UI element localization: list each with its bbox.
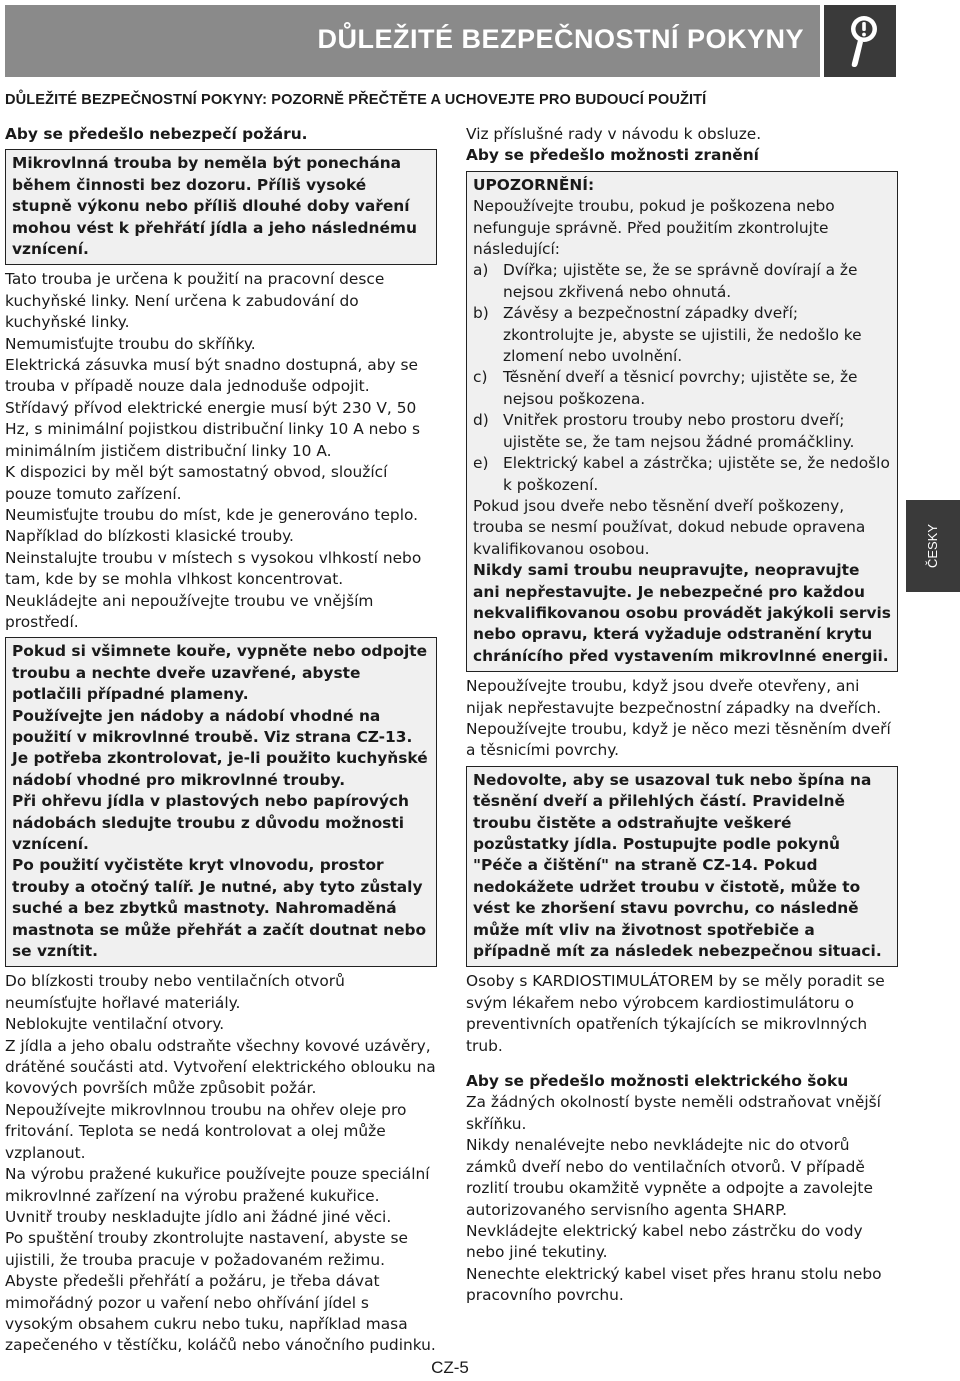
paragraph: Za žádných okolností byste neměli odstraňovat vnější skříňku. <box>466 1093 881 1133</box>
box-paragraph: Používejte jen nádoby a nádobí vhodné na použití v mikrovlnné troubě. Viz strana CZ-13. Je potřeba zkontrolovat, je-li použito kuchyňské nádobí vhodné pro mikrovlnné trouby. <box>12 706 428 789</box>
warning-bold-text: Nikdy sami troubu neupravujte, neopravujte ani nepřestavujte. Je nebezpečné pro každou nekvalifikovanou osobu provádět jakýkoli servis nebo opravu, která vyžaduje odstranění krytu chránícího před vystavením mikrovlnné energii. <box>473 561 891 665</box>
list-text: Elektrický kabel a zástrčka; ujistěte se, že nedošlo k poškození. <box>503 454 890 494</box>
box-paragraph: Po použití vyčistěte kryt vlnovodu, prostor trouby a otočný talíř. Je nutné, aby tyto zůstaly suché a bez zbytků mastnoty. Nahromaděná mastnota se může přehřát a začít doutnat nebo se vznítit. <box>12 856 427 961</box>
paragraph: Po spuštění trouby zkontrolujte nastavení, abyste se ujistili, že trouba pracuje v požadovaném režimu. <box>5 1229 409 1269</box>
paragraph: K dispozici by měl být samostatný obvod, sloužící pouze tomuto zařízení. <box>5 463 388 503</box>
language-tab <box>906 500 960 592</box>
list-item <box>473 453 891 496</box>
paragraph: Na výrobu pražené kukuřice používejte pouze speciální mikrovlnné zařízení na výrobu pražené kukuřice. <box>5 1165 430 1205</box>
language-tab-label: ČESKY <box>925 523 940 569</box>
grease-warning-text: Nedovolte, aby se usazoval tuk nebo špína na těsnění dveří a přilehlých částí. Pravidelně troubu čistěte a odstraňujte veškeré pozůstatky jídla. Postupujte podle pokynů "Péče a čištění" na straně CZ-14. Pokud nedokážete udržet troubu v čistotě, může to vést ke zhoršení stavu povrchu, co následně může mít vliv na životnost spotřebiče a případně mít za následek nebezpečnou situaci. <box>473 770 882 961</box>
warning-box <box>466 171 898 672</box>
paragraph: Nepoužívejte mikrovlnnou troubu na ohřev oleje pro fritování. Teplota se nedá kontrolovat a olej může vzplanout. <box>5 1100 407 1162</box>
page-number: CZ-5 <box>431 1358 469 1377</box>
paragraph: Neinstalujte troubu v místech s vysokou vlhkostí nebo tam, kde by se mohla vlhkost koncentrovat. <box>5 548 422 589</box>
paragraph: Neukládejte ani nepoužívejte troubu ve vnějším prostředí. <box>5 591 374 631</box>
list-item <box>473 367 891 410</box>
smoke-warning-box <box>5 637 437 967</box>
list-item <box>473 260 891 303</box>
paragraph: Do blízkosti trouby nebo ventilačních otvorů neumísťujte hořlavé materiály. <box>5 972 345 1012</box>
header-banner <box>5 5 820 77</box>
exclamation-magnifier-icon <box>824 5 896 77</box>
warning-title: UPOZORNĚNÍ: <box>473 175 595 194</box>
list-text: Těsnění dveří a těsnicí povrchy; ujistěte se, že nejsou poškozena. <box>503 368 858 408</box>
list-label: a) <box>473 261 489 280</box>
paragraph: Tato trouba je určena k použití na pracovní desce kuchyňské linky. Není určena k zabudování do kuchyňské linky. <box>5 270 385 332</box>
list-label: d) <box>473 411 489 430</box>
box-paragraph: Pokud si všimnete kouře, vypněte nebo odpojte troubu a nechte dveře uzavřené, abyste potlačili případné plameny. <box>12 642 428 704</box>
list-label: b) <box>473 304 489 323</box>
right-column <box>466 124 898 1307</box>
list-text: Závěsy a bezpečnostní západky dveří; zkontrolujte je, abyste se ujistili, že nedošlo ke zlomení nebo uvolnění. <box>503 304 862 366</box>
grease-warning-box <box>466 766 898 968</box>
list-label: e) <box>473 454 489 473</box>
list-item <box>473 410 891 453</box>
shock-heading: Aby se předešlo možnosti elektrického šoku <box>466 1072 849 1091</box>
warning-text: Nepoužívejte troubu, pokud je poškozena nebo nefunguje správně. Před použitím zkontrolujte následující: <box>473 197 835 259</box>
paragraph: Nenechte elektrický kabel viset přes hranu stolu nebo pracovního povrchu. <box>466 1264 882 1305</box>
fire-warning-text: Mikrovlnná trouba by neměla být ponechána během činnosti bez dozoru. Příliš vysoké stupně výkonu nebo příliš dlouhé doby vaření mohou vést k přehřátí jídla a jeho následnému vznícení. <box>12 154 417 259</box>
paragraph: Nikdy nenalévejte nebo nevkládejte nic do otvorů zámků dveří nebo do ventilačních otvorů. V případě rozlití troubu okamžitě vypněte a odpojte a zavolejte autorizovaného servisního agenta SHARP. <box>466 1136 873 1219</box>
paragraph: Neblokujte ventilační otvory. <box>5 1015 225 1034</box>
paragraph: Elektrická zásuvka musí být snadno dostupná, aby se trouba v případě nouze dala jednoduše odpojit. <box>5 356 418 396</box>
paragraph: Nepoužívejte troubu, když jsou dveře otevřeny, ani nijak nepřestavujte bezpečnostní západky na dveřích. Nepoužívejte troubu, když je něco mezi těsněním dveří a těsnicími povrchy. <box>466 677 891 760</box>
box-paragraph: Při ohřevu jídla v plastových nebo papírových nádobách sledujte troubu z důvodu možnosti vznícení. <box>12 792 410 853</box>
fire-heading: Aby se předešlo nebezpečí požáru. <box>5 125 308 143</box>
page-title: DŮLEŽITÉ BEZPEČNOSTNÍ POKYNY <box>317 24 804 54</box>
safety-subtitle: DŮLEŽITÉ BEZPEČNOSTNÍ POKYNY: POZORNĚ PŘEČTĚTE A UCHOVEJTE PRO BUDOUCÍ POUŽITÍ <box>5 92 707 108</box>
paragraph: Abyste předešli přehřátí a požáru, je třeba dávat mimořádný pozor u vaření nebo ohřívání jídel s vysokým obsahem cukru nebo tuku, například masa zapečeného v těstíčku, koláčů nebo vánočního pudinku. <box>5 1272 436 1355</box>
fire-warning-box <box>5 149 437 265</box>
list-item <box>473 303 891 367</box>
warning-after-text: Pokud jsou dveře nebo těsnění dveří poškozeny, trouba se nesmí používat, dokud nebude opravena kvalifikovanou osobou. <box>473 496 866 558</box>
paragraph: Střídavý přívod elektrické energie musí být 230 V, 50 Hz, s minimální pojistkou distribuční linky 10 A nebo s minimálním jističem distribuční linky 10 A. <box>5 398 420 460</box>
list-text: Vnitřek prostoru trouby nebo prostoru dveří; ujistěte se, že tam nejsou žádné promáčkliny. <box>503 411 855 451</box>
paragraph: Nevkládejte elektrický kabel nebo zástrčku do vody nebo jiné tekutiny. <box>466 1221 863 1262</box>
paragraph: Nemumisťujte troubu do skříňky. <box>5 334 256 353</box>
paragraph: Uvnitř trouby neskladujte jídlo ani žádné jiné věci. <box>5 1207 392 1226</box>
paragraph: Z jídla a jeho obalu odstraňte všechny kovové uzávěry, drátěné součásti atd. Vytvoření elektrického oblouku na kovových površích může způsobit požár. <box>5 1036 436 1098</box>
list-label: c) <box>473 368 488 387</box>
pacemaker-text: Osoby s KARDIOSTIMULÁTOREM by se měly poradit se svým lékařem nebo výrobcem kardiostimulátoru o preventivních opatřeních týkajících se mikrovlnných trub. <box>466 972 885 1055</box>
list-text: Dvířka; ujistěte se, že se správně dovírají a že nejsou zkřivená nebo ohnutá. <box>503 261 858 301</box>
injury-heading: Aby se předešlo možnosti zranění <box>466 146 759 165</box>
paragraph: Neumisťujte troubu do míst, kde je generováno teplo. Například do blízkosti klasické trouby. <box>5 505 419 546</box>
intro-text: Viz příslušné rady v návodu k obsluze. <box>466 125 762 143</box>
left-column <box>5 124 437 1357</box>
